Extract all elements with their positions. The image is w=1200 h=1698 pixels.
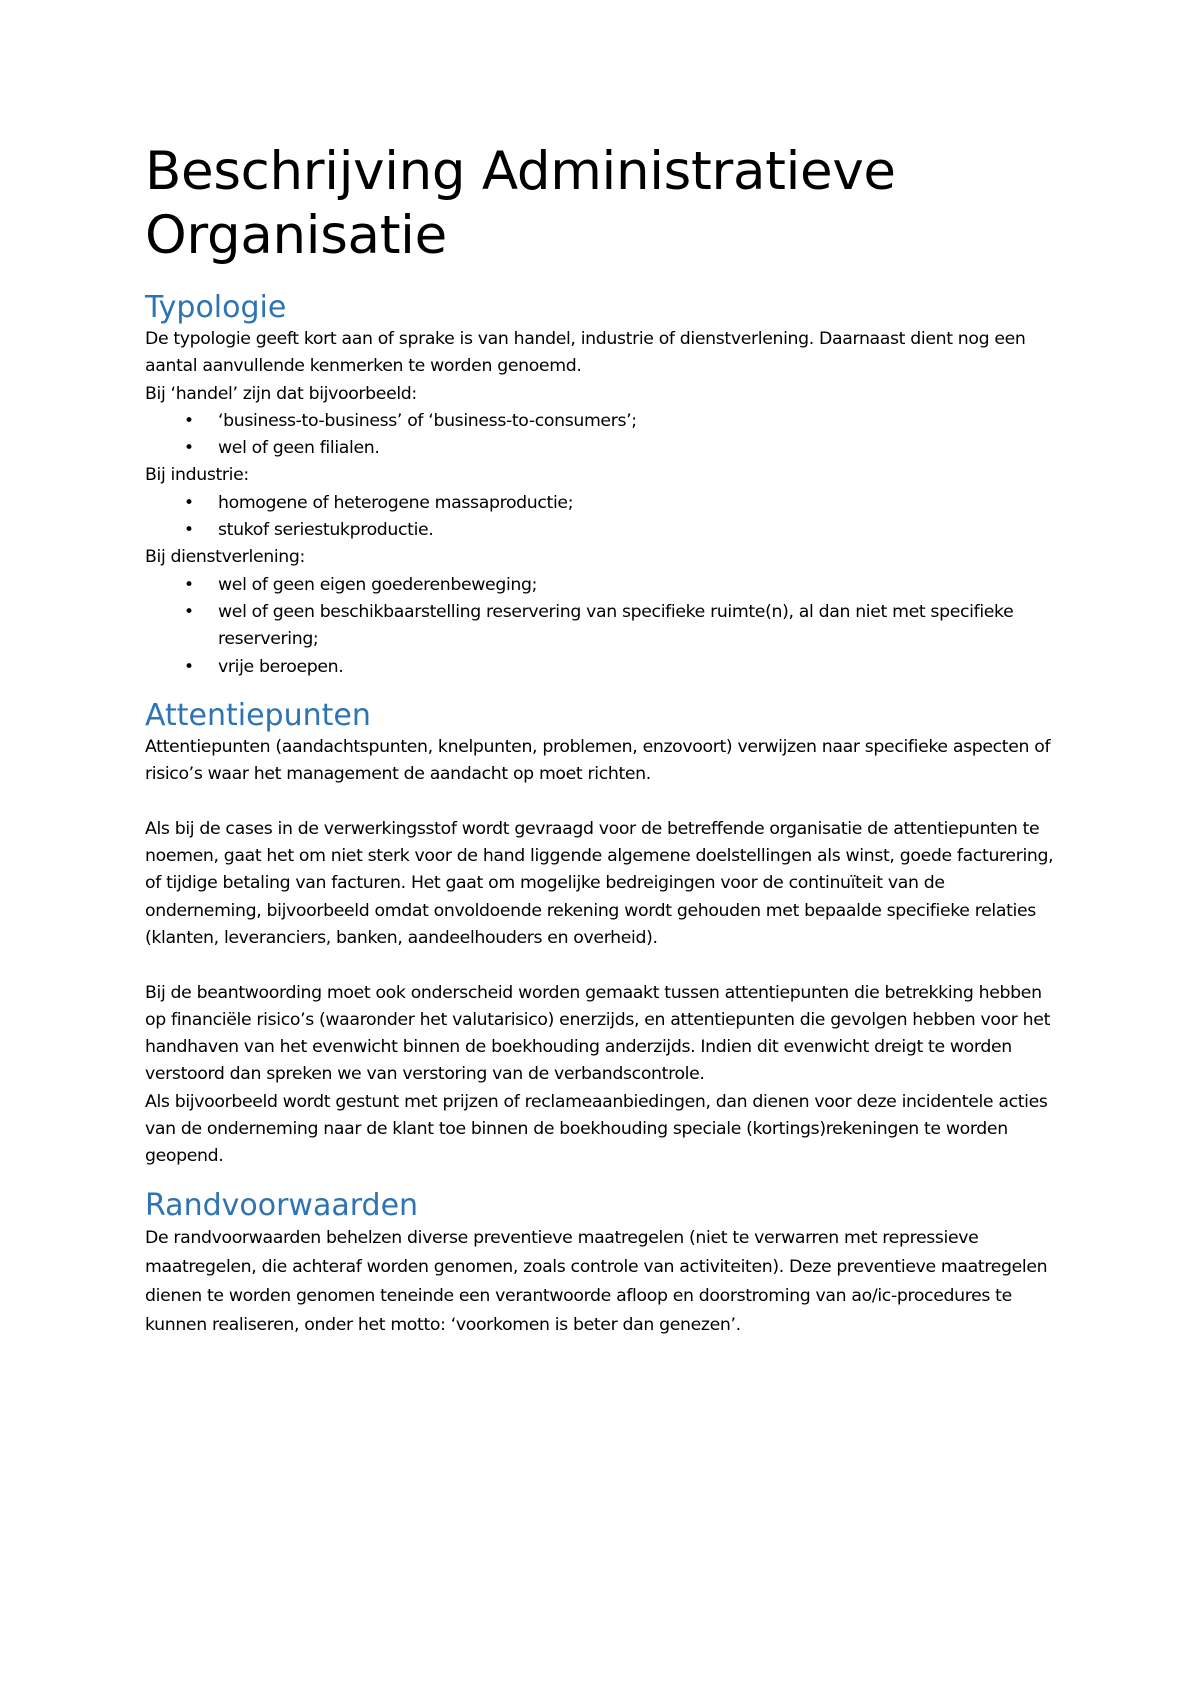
heading-attentiepunten: Attentiepunten (145, 697, 371, 733)
attentiepunten-paragraph-4: Als bijvoorbeeld wordt gestunt met prijzen of reclameaanbiedingen, dan dienen voor deze incidentele acties van de onderneming naar de klant toe binnen de boekhouding speciale (kortings)rekeningen te worden geopend. (145, 1091, 1048, 1167)
bullet-icon: • (184, 438, 194, 459)
typologie-industrie-label: Bij industrie: (145, 465, 249, 486)
typologie-intro: De typologie geeft kort aan of sprake is van handel, industrie of dienstverlening. Daarnaast dient nog een aantal aanvullende kenmerken te worden genoemd. (145, 329, 1026, 377)
paragraph-spacer (145, 952, 1065, 979)
bullet-icon: • (184, 520, 194, 541)
list-item: • ‘business-to-business’ of ‘business-to-consumers’; (145, 408, 1065, 435)
attentiepunten-paragraph-3: Bij de beantwoording moet ook onderscheid worden gemaakt tussen attentiepunten die betrekking hebben op financiële risico’s (waaronder het valutarisico) enerzijds, en attentiepunten die gevolgen hebben voor het handhaven van het evenwicht binnen de boekhouding anderzijds. Indien dit evenwicht dreigt te worden verstoord dan spreken we van verstoring van de verbandscontrole. (145, 982, 1050, 1085)
list-item: • homogene of heterogene massaproductie; (145, 490, 1065, 517)
bullet-icon: • (184, 574, 194, 595)
bullet-icon: • (184, 656, 194, 677)
list-item: • wel of geen eigen goederenbeweging; (145, 572, 1065, 599)
bullet-icon: • (184, 492, 194, 513)
attentiepunten-paragraph-1: Attentiepunten (aandachtspunten, knelpunten, problemen, enzovoort) verwijzen naar specifieke aspecten of risico’s waar het management de aandacht op moet richten. (145, 736, 1051, 785)
bullet-icon: • (184, 410, 194, 431)
industrie-list (145, 490, 1065, 545)
paragraph-spacer (145, 788, 1065, 815)
typologie-handel-label: Bij ‘handel’ zijn dat bijvoorbeeld: (145, 383, 417, 404)
heading-randvoorwaarden: Randvoorwaarden (145, 1187, 419, 1223)
list-item: • wel of geen beschikbaarstelling reservering van specifieke ruimte(n), al dan niet met specifieke reservering; (145, 599, 1065, 654)
list-item: • wel of geen filialen. (145, 435, 1065, 462)
handel-list (145, 408, 1065, 463)
list-item: • vrije beroepen. (145, 654, 1065, 681)
dienst-list (145, 572, 1065, 681)
list-item: • stukof seriestukproductie. (145, 517, 1065, 544)
heading-typologie: Typologie (145, 290, 287, 325)
randvoorwaarden-paragraph-1: De randvoorwaarden behelzen diverse preventieve maatregelen (niet te verwarren met repressieve maatregelen, die achteraf worden genomen, zoals controle van activiteiten). Deze preventieve maatregelen dienen te worden genomen teneinde een verantwoorde afloop en doorstroming van ao/ic-procedures te kunnen realiseren, onder het motto: ‘voorkomen is beter dan genezen’. (145, 1227, 1048, 1335)
bullet-icon: • (184, 601, 194, 622)
attentiepunten-paragraph-2: Als bij de cases in de verwerkingsstof wordt gevraagd voor de betreffende organisatie de attentiepunten te noemen, gaat het om niet sterk voor de hand liggende algemene doelstellingen als winst, goede facturering, of tijdige betaling van facturen. Het gaat om mogelijke bedreigingen voor de continuïteit van de onderneming, bijvoorbeeld omdat onvoldoende rekening wordt gehouden met bepaalde specifieke relaties (klanten, leveranciers, banken, aandeelhouders en overheid). (145, 818, 1054, 948)
document-page (145, 140, 1065, 1340)
document-title: Beschrijving Administratieve Organisatie (145, 141, 896, 266)
typologie-dienst-label: Bij dienstverlening: (145, 547, 305, 568)
